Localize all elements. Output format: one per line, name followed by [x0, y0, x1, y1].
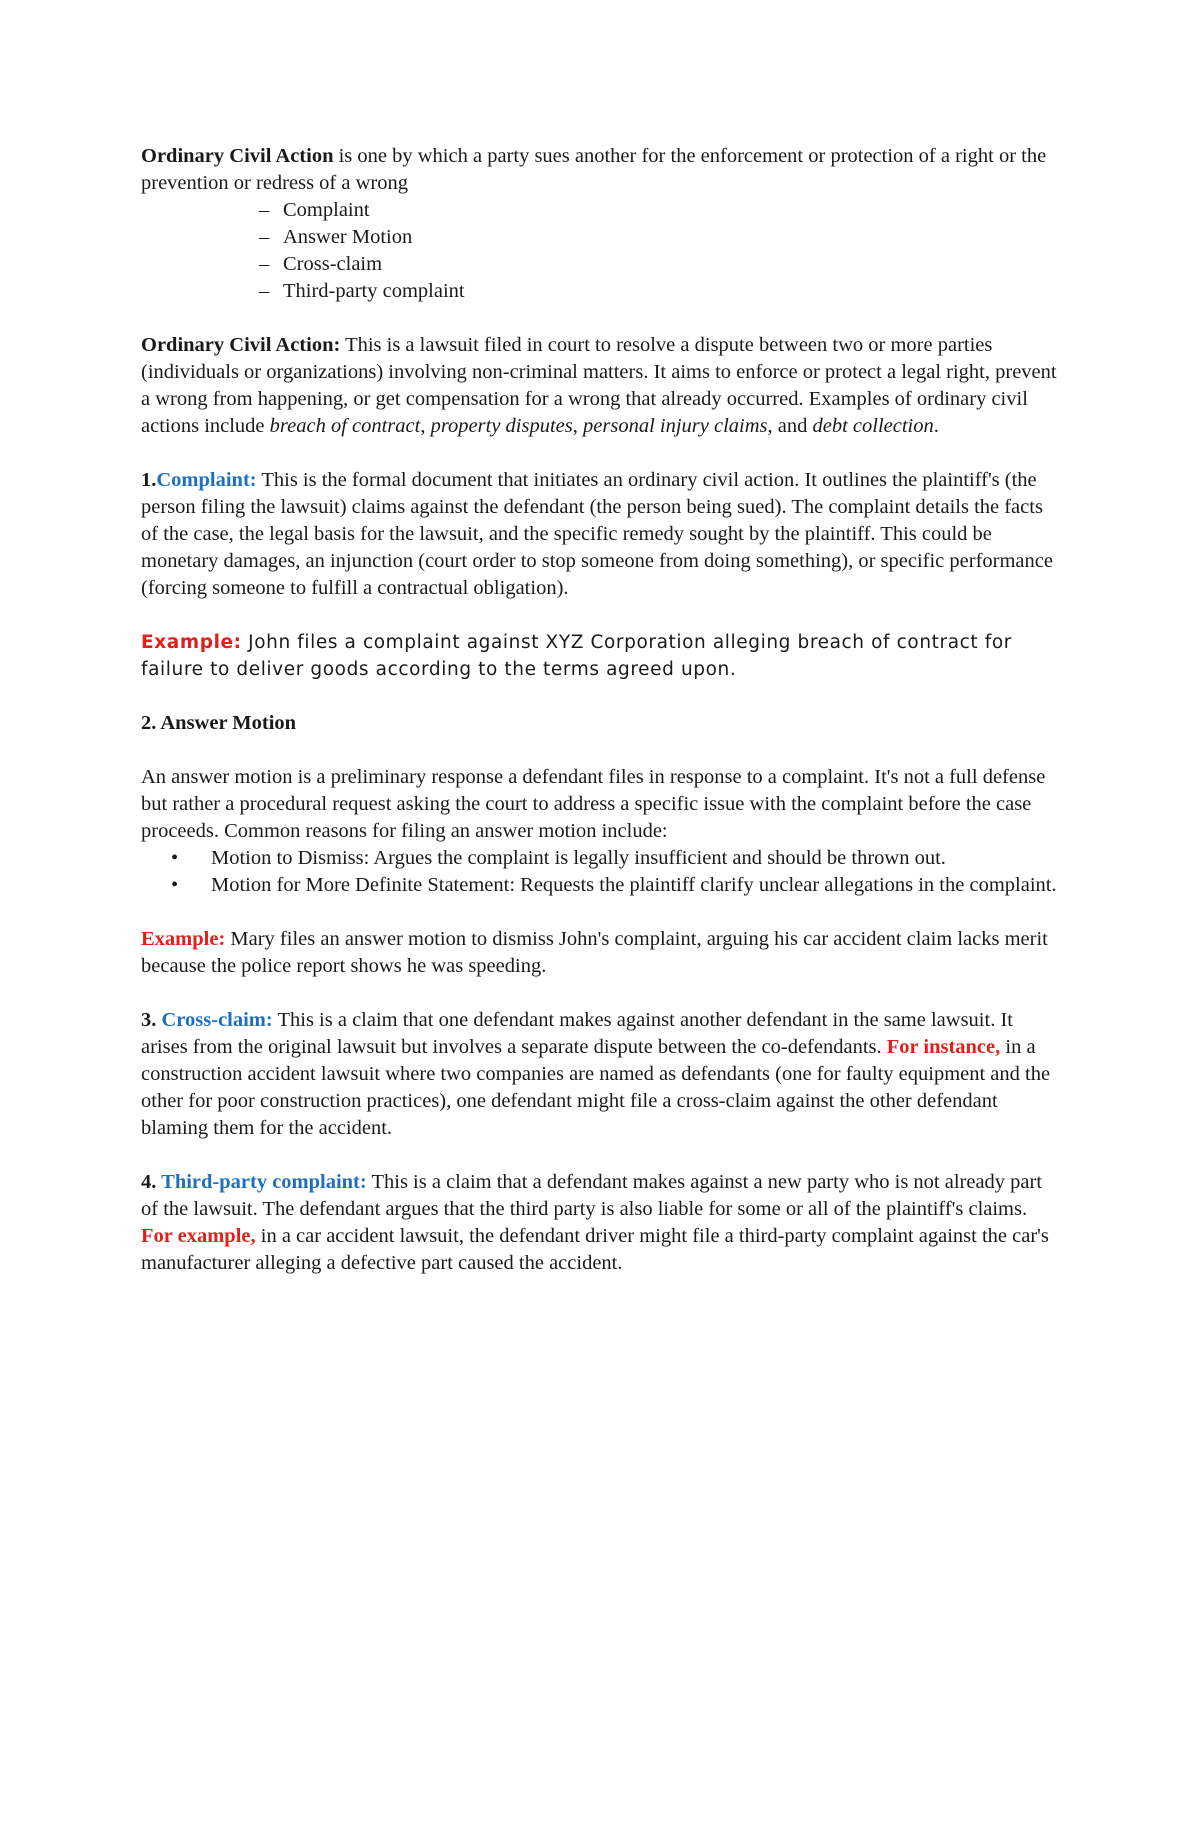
- overview-paragraph: Ordinary Civil Action: This is a lawsuit filed in court to resolve a dispute between two or more parties (individuals or organizations) involving non-criminal matters. It aims to enforce or protect a legal right, prevent a wrong from happening, or get compensation for a wrong that already occurred. Examples of ordinary civil actions include breach of contract, property disputes, personal injury claims, and debt collection.: [141, 334, 1057, 437]
- intro-definition: is one by which a party sues another for the enforcement or protection of a right or the prevention or redress of a wrong: [141, 145, 1047, 194]
- example-label: Example:: [141, 632, 242, 653]
- action-steps-list: [141, 197, 1062, 305]
- list-item: • Motion to Dismiss: Argues the complaint is legally insufficient and should be thrown out.: [211, 845, 1062, 872]
- answer-motion-example: Example: Mary files an answer motion to dismiss John's complaint, arguing his car accident claim lacks merit because the police report shows he was speeding.: [141, 928, 1048, 977]
- example-label: Example:: [141, 928, 226, 950]
- list-item: • Motion for More Definite Statement: Requests the plaintiff clarify unclear allegations in the complaint.: [211, 872, 1062, 899]
- highlight-phrase: For instance,: [886, 1036, 1001, 1058]
- dash-marker: –: [259, 280, 270, 302]
- overview-term: Ordinary Civil Action:: [141, 334, 341, 356]
- complaint-example: Example: John files a complaint against XYZ Corporation alleging breach of contract for failure to deliver goods according to the terms agreed upon.: [141, 632, 1012, 680]
- third-party-term: Third-party complaint:: [161, 1171, 367, 1193]
- dash-marker: –: [259, 199, 270, 221]
- bullet-marker: •: [171, 874, 179, 896]
- section-number: 3.: [141, 1009, 162, 1031]
- answer-motion-heading: 2. Answer Motion: [141, 712, 297, 734]
- cross-claim-paragraph: 3. Cross-claim: This is a claim that one defendant makes against another defendant in the same lawsuit. It arises from the original lawsuit but involves a separate dispute between the co-defendants. For instance, in a construction accident lawsuit where two companies are named as defendants (one for faulty equipment and the other for poor construction practices), one defendant might file a cross-claim against the other defendant blaming them for the accident.: [141, 1009, 1051, 1139]
- highlight-phrase: For example,: [141, 1225, 256, 1247]
- list-item: – Cross-claim: [283, 251, 1062, 278]
- list-item: – Complaint: [283, 197, 1062, 224]
- bullet-marker: •: [171, 847, 179, 869]
- section-number: 1.: [141, 469, 157, 491]
- list-item: – Answer Motion: [283, 224, 1062, 251]
- section-number: 4.: [141, 1171, 162, 1193]
- dash-marker: –: [259, 226, 270, 248]
- dash-marker: –: [259, 253, 270, 275]
- complaint-term: Complaint:: [156, 469, 257, 491]
- third-party-paragraph: 4. Third-party complaint: This is a claim that a defendant makes against a new party who is not already part of the lawsuit. The defendant argues that the third party is also liable for some or all of the plaintiff's claims. For example, in a car accident lawsuit, the defendant driver might file a third-party complaint against the car's manufacturer alleging a defective part caused the accident.: [141, 1171, 1049, 1274]
- cross-claim-term: Cross-claim:: [161, 1009, 273, 1031]
- answer-motion-bullets: [141, 845, 1062, 899]
- complaint-paragraph: 1.Complaint: This is the formal document that initiates an ordinary civil action. It outlines the plaintiff's (the person filing the lawsuit) claims against the defendant (the person being sued). The complaint details the facts of the case, the legal basis for the lawsuit, and the specific remedy sought by the plaintiff. This could be monetary damages, an injunction (court order to stop someone from doing something), or specific performance (forcing someone to fulfill a contractual obligation).: [141, 469, 1053, 599]
- intro-term: Ordinary Civil Action: [141, 145, 334, 167]
- answer-motion-paragraph: An answer motion is a preliminary response a defendant files in response to a complaint. It's not a full defense but rather a procedural request asking the court to address a specific issue with the complaint before the case proceeds. Common reasons for filing an answer motion include:: [141, 766, 1046, 842]
- intro-paragraph: [141, 143, 1062, 197]
- list-item: – Third-party complaint: [283, 278, 1062, 305]
